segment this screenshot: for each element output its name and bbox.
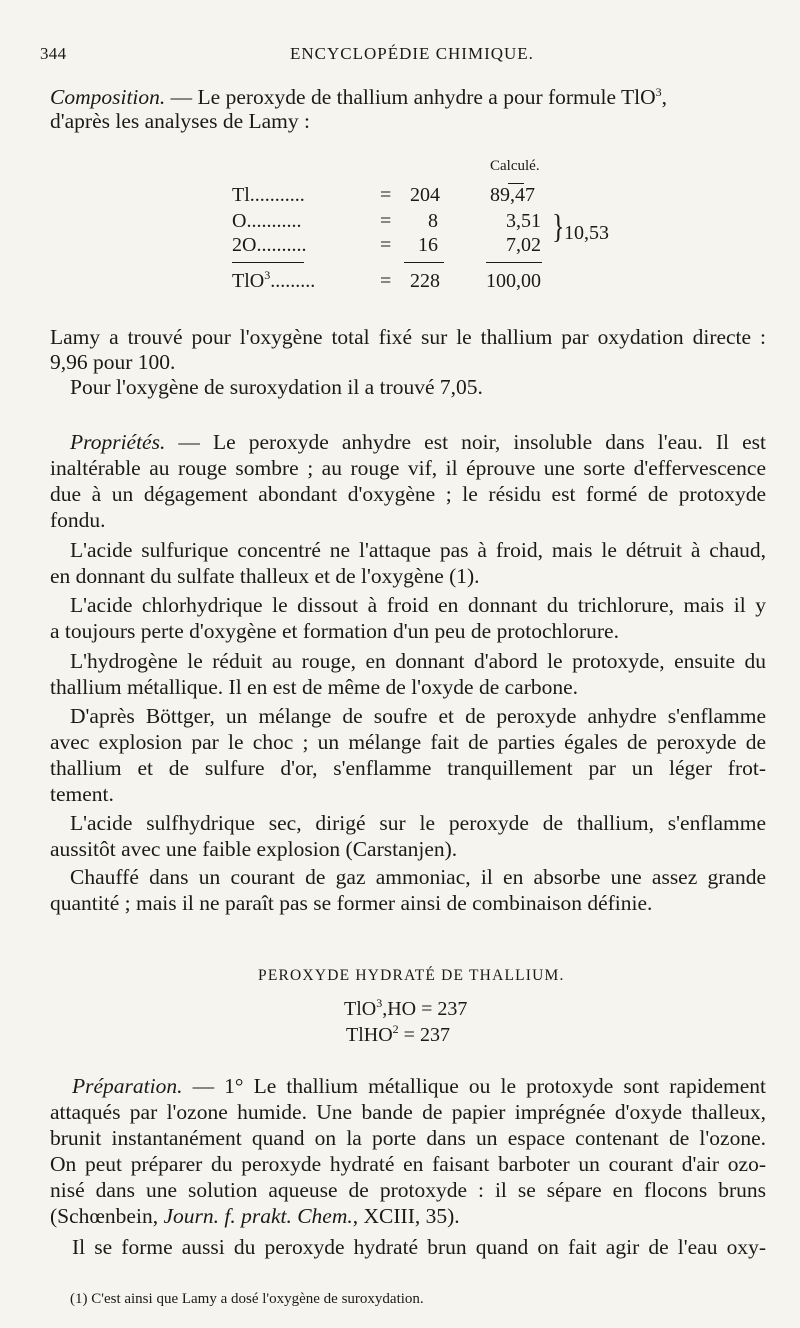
- proprietes-line-14: tement.: [50, 782, 114, 806]
- total-rule-left: [232, 262, 304, 263]
- row-2o-eq: =: [380, 234, 392, 256]
- row-2o-label: 2O..........: [232, 234, 307, 256]
- row-o-label: O...........: [232, 210, 302, 232]
- proprietes-line-15: L'acide sulfhydrique sec, dirigé sur le peroxyde de thallium, s'enflamme: [70, 811, 766, 835]
- proprietes-line-16: aussitôt avec une faible explosion (Carstanjen).: [50, 837, 458, 861]
- composition-line-1: [50, 84, 766, 110]
- proprietes-line-9: L'hydrogène le réduit au rouge, en donnant d'abord le protoxyde, ensuite du: [70, 649, 766, 673]
- proprietes-line-11: D'après Böttger, un mélange de soufre et de peroxyde anhydre s'enflamme: [70, 704, 766, 728]
- proprietes-line-3: due à un dégagement abondant d'oxygène ; le résidu est formé de protoxyde: [50, 482, 766, 506]
- proprietes-line-10: thallium métallique. Il en est de même de l'oxyde de carbone.: [50, 675, 579, 699]
- running-title: ENCYCLOPÉDIE CHIMIQUE.: [290, 44, 534, 63]
- section-title: PEROXYDE HYDRATÉ DE THALLIUM.: [258, 967, 565, 984]
- composition-line-2: d'après les analyses de Lamy :: [50, 109, 310, 133]
- row-tl-label: Tl...........: [232, 184, 305, 206]
- formula-1: TlO$^3$,HO = 237: [344, 996, 468, 1020]
- total-row-calc: 100,00: [486, 270, 541, 292]
- composition-sup: 3: [655, 85, 662, 99]
- page-number: 344: [40, 44, 67, 63]
- proprietes-line-7: L'acide chlorhydrique le dissout à froid en donnant du trichlorure, mais il y: [70, 593, 766, 617]
- total-row-label: TlO$^3$.........: [232, 268, 316, 292]
- preparation-line-2: attaqués par l'ozone humide. Une bande de papier imprégnée d'oxyde thalleux,: [50, 1100, 766, 1124]
- proprietes-line-8: a toujours perte d'oxygène et formation d'un peu de protochlorure.: [50, 619, 619, 643]
- proprietes-line-5: L'acide sulfurique concentré ne l'attaque pas à froid, mais le détruit à chaud,: [70, 538, 766, 562]
- row-2o-val: 16: [418, 234, 438, 256]
- lamy-line-3: Pour l'oxygène de suroxydation il a trouvé 7,05.: [70, 375, 483, 399]
- proprietes-line-6: en donnant du sulfate thalleux et de l'oxygène (1).: [50, 564, 480, 588]
- journal-citation: Journ. f. prakt. Chem.: [163, 1204, 353, 1228]
- composition-comma: ,: [661, 85, 668, 109]
- total-rule-right: [486, 262, 542, 263]
- composition-text: — Le peroxyde de thallium anhydre a pour formule TlO: [165, 85, 656, 109]
- proprietes-line-2: inaltérable au rouge sombre ; au rouge vif, il éprouve une sorte d'effervescence: [50, 456, 766, 480]
- preparation-line-6: (Schœnbein, Journ. f. prakt. Chem., XCIII, 35).: [50, 1204, 460, 1228]
- row-tl-eq: =: [380, 184, 392, 206]
- preparation-line-4: On peut préparer du peroxyde hydraté en faisant barboter un courant d'air ozo-: [50, 1152, 766, 1176]
- row-o-calc: 3,51: [506, 210, 541, 232]
- calc-label: Calculé.: [490, 158, 540, 174]
- row-tl-calc: 89,47: [490, 184, 535, 206]
- lamy-line-2: 9,96 pour 100.: [50, 350, 176, 374]
- preparation-heading: Préparation.: [72, 1074, 183, 1098]
- total-row-eq: =: [380, 270, 392, 292]
- bracket-value: 10,53: [564, 222, 609, 244]
- proprietes-line-13: thallium et de sulfure d'or, s'enflamme tranquillement par un léger frot-: [50, 756, 766, 780]
- formula-2: TlHO$^2$ = 237: [346, 1022, 450, 1046]
- proprietes-line-12: avec explosion par le choc ; un mélange fait de parties égales de peroxyde de: [50, 730, 766, 754]
- total-row-val: 228: [410, 270, 440, 292]
- row-o-eq: =: [380, 210, 392, 232]
- lamy-line-1: Lamy a trouvé pour l'oxygène total fixé sur le thallium par oxydation directe :: [50, 325, 766, 349]
- preparation-line-1: Préparation. — 1° Le thallium métallique ou le protoxyde sont rapidement: [72, 1074, 766, 1098]
- bracket: }: [552, 207, 565, 246]
- row-tl-val: 204: [410, 184, 440, 206]
- proprietes-heading: Propriétés.: [70, 430, 166, 454]
- row-2o-calc: 7,02: [506, 234, 541, 256]
- total-rule-mid: [404, 262, 444, 263]
- preparation-line-5: nisé dans une solution aqueuse de protoxyde : il se sépare en flocons bruns: [50, 1178, 766, 1202]
- proprietes-line-17: Chauffé dans un courant de gaz ammoniac, il en absorbe une assez grande: [70, 865, 766, 889]
- proprietes-line-18: quantité ; mais il ne paraît pas se former ainsi de combinaison définie.: [50, 891, 653, 915]
- row-o-val: 8: [428, 210, 438, 232]
- proprietes-line-1: Propriétés. — Le peroxyde anhydre est noir, insoluble dans l'eau. Il est: [70, 430, 766, 454]
- footnote: (1) C'est ainsi que Lamy a dosé l'oxygène de suroxydation.: [70, 1291, 424, 1307]
- composition-heading: Composition.: [50, 85, 166, 109]
- preparation-line-7: Il se forme aussi du peroxyde hydraté brun quand on fait agir de l'eau oxy-: [72, 1235, 766, 1259]
- preparation-line-3: brunit instantanément quand on la porte dans un espace contenant de l'ozone.: [50, 1126, 766, 1150]
- proprietes-line-4: fondu.: [50, 508, 106, 532]
